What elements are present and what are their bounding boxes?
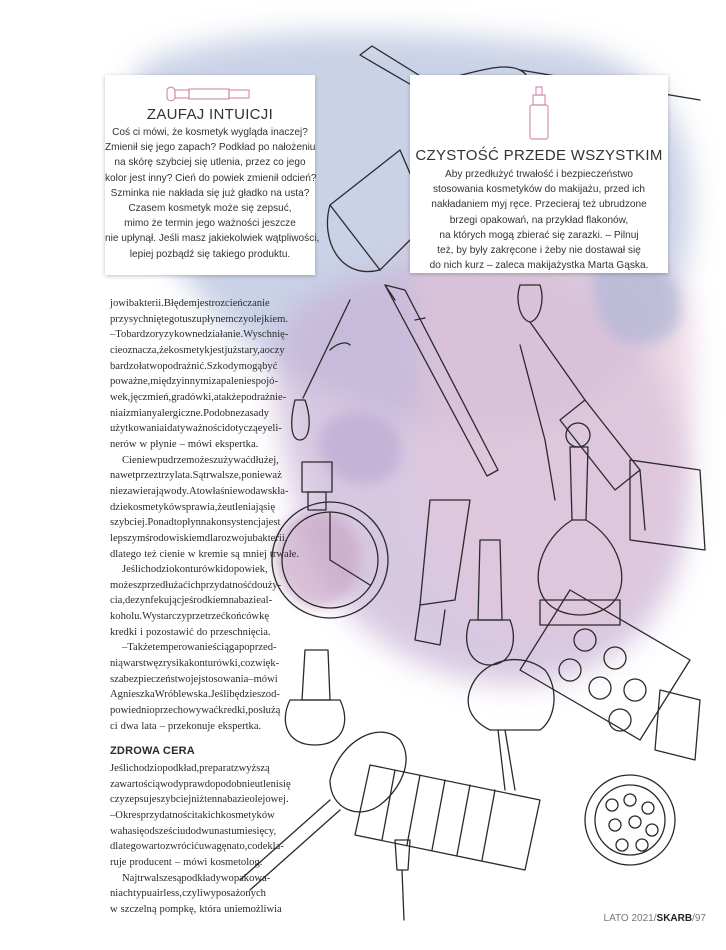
text-line: lepiej pozbądź się takiego produktu. — [129, 248, 291, 260]
text-line: też, by były zakręcone i żeby nie dostawał się — [437, 245, 641, 257]
text-line: dzie kosmetyków sprawia, że utleniają się — [110, 501, 276, 513]
text-line: stosowania kosmetyków do makijażu, przed ich — [432, 184, 646, 196]
text-line: szybciej. Ponadto płynna konsystencja jest — [110, 517, 281, 529]
text-line: nie upłynął. Jeśli masz jakiekolwiek wątpliwości, — [105, 233, 320, 245]
text-line: ci dwa lata – przekonuje ekspertka. — [110, 720, 262, 732]
text-line: Cienie w pudrze możesz używać dłużej, — [122, 454, 279, 466]
text-line: Aby przedłużyć trwałość i bezpieczeństwo — [445, 169, 633, 180]
page-footer — [604, 913, 706, 924]
issue-season: LATO 2021 — [603, 913, 654, 924]
small-brush-bottom — [395, 840, 410, 920]
text-line: koholu. Wystarczy przetrzeć końcówkę — [110, 611, 270, 623]
text-line: czy zepsuje szybciej niż ten na bazie olejowej. — [110, 794, 289, 806]
page-number: 97 — [694, 913, 706, 924]
text-line: bardzo łatwo podrażnić. Szkody mogą być — [110, 360, 278, 372]
text-line: na których mogą zbierać się zarazki. – Pilnuj — [439, 229, 639, 241]
tip-box-body — [105, 125, 320, 262]
text-line: Czasem kosmetyk może się zepsuć, — [128, 203, 292, 215]
text-line: jowi bakterii. Błędem jest rozcieńczanie — [110, 298, 270, 309]
text-line: – Także temperowanie ściąga poprzed- — [122, 642, 277, 654]
text-line: użytkowania i daty ważności dotyczą eyeli- — [110, 423, 282, 435]
tip-box-cleanliness — [410, 75, 668, 273]
tip-box-title: ZAUFAJ INTUICJI — [146, 106, 274, 123]
section-heading: ZDROWA CERA — [110, 745, 195, 758]
text-line: cia, dezynfekując je środkiem na bazie al- — [110, 595, 273, 607]
magazine-brand: SKARB — [656, 913, 693, 924]
footer-separator: / — [692, 913, 695, 924]
text-line: nią warstwę z rysika konturówki, co zwięk- — [110, 658, 280, 670]
tip-box-body — [410, 167, 668, 273]
text-line: kredki i pozostawić do przeschnięcia. — [110, 626, 271, 638]
text-line: Jeśli chodzi o podkład, preparat z wyższą — [110, 763, 270, 775]
text-line: dlatego warto zwrócić uwagę na to, co dekla- — [110, 841, 284, 853]
powder-pearls — [585, 775, 675, 865]
text-line: nawet przez trzy lata. Są trwalsze, ponieważ — [110, 470, 282, 482]
tip-box-title: CZYSTOŚĆ PRZEDE WSZYSTKIM — [415, 147, 663, 164]
eyeshadow-strip — [355, 765, 540, 870]
text-line: przysychniętego tuszu płynem czy olejkiem. — [110, 313, 289, 325]
text-line: waha się od sześciu do dwunastu miesięcy, — [110, 825, 277, 837]
text-line: nia i zmiany alergiczne. Podobne zasady — [110, 407, 269, 419]
text-line: niach typu airless, czyli wyposażonych — [110, 888, 266, 900]
article-paragraph — [110, 453, 300, 563]
text-line: mimo że termin jego ważności jeszcze — [124, 218, 296, 230]
text-line: Szminka nie nakłada się już gładko na usta? — [110, 187, 310, 199]
text-line: sza bezpieczeństwo jej stosowania – mówi — [110, 673, 278, 685]
text-line: powiednio przechowywać kredki, posłużą — [110, 705, 281, 717]
article-paragraph — [110, 562, 282, 640]
text-line: wek, jęczmień, gradówki, a także podrażnie- — [110, 391, 287, 403]
text-line: na skórę szybciej się utlenia, przez co jego — [114, 157, 306, 169]
text-line: lepszym środowiskiem dla rozwoju bakterii, — [110, 532, 288, 544]
article-column — [110, 296, 300, 918]
text-line: w szczelną pompkę, która uniemożliwia — [110, 903, 282, 915]
tip-box-intuition — [105, 75, 320, 275]
text-line: kolor jest inny? Cień do powiek zmienił odcień? — [105, 172, 317, 184]
footer-separator: / — [653, 913, 657, 924]
text-line: brzegi opakowań, na przykład flakonów, — [449, 214, 629, 226]
text-line: do nich kurz – zaleca makijażystka Marta Gąska. — [429, 260, 649, 272]
lipstick-right — [655, 690, 700, 760]
text-line: nerów w płynie – mówi ekspertka. — [110, 438, 259, 450]
article-paragraph — [110, 640, 281, 734]
text-line: nie zawierają wody. A to właśnie woda w skła- — [110, 485, 289, 497]
text-line: zawartością wody prawdopodobnie utleni się — [110, 778, 291, 790]
text-line: ruje producent – mówi kosmetolog. — [110, 856, 263, 868]
article-paragraph — [110, 871, 282, 918]
text-line: dlatego też cienie w kremie są mniej trwałe. — [110, 548, 300, 560]
text-line: Agnieszka Wróblewska. Jeśli będziesz od- — [110, 689, 280, 701]
text-line: – To bardzo ryzykowne działanie. Wyschnię- — [110, 329, 289, 341]
text-line: Jeśli chodzi o konturówki do powiek, — [122, 564, 268, 576]
text-line: – Okres przydatności takich kosmetyków — [110, 810, 275, 821]
text-line: możesz przedłużać ich przydatność do uży- — [110, 579, 282, 591]
article-paragraph — [110, 296, 289, 453]
text-line: Zmienił się jego zapach? Podkład po nałożeniu — [105, 142, 316, 154]
mascara-tube-icon — [165, 83, 255, 105]
text-line: nakładaniem myj ręce. Przecieraj też ubrudzone — [431, 199, 647, 211]
dropper-bottle-icon — [527, 85, 551, 141]
text-line: Coś ci mówi, że kosmetyk wygląda inaczej? — [112, 127, 308, 138]
article-paragraph — [110, 761, 291, 871]
text-line: Najtrwalsze są podkłady w opakowa- — [122, 872, 271, 884]
text-line: poważne, między innymi zapalenie spojó- — [110, 376, 278, 388]
text-line: cie oznacza, że kosmetyk jest już stary, a oczy — [110, 344, 285, 356]
